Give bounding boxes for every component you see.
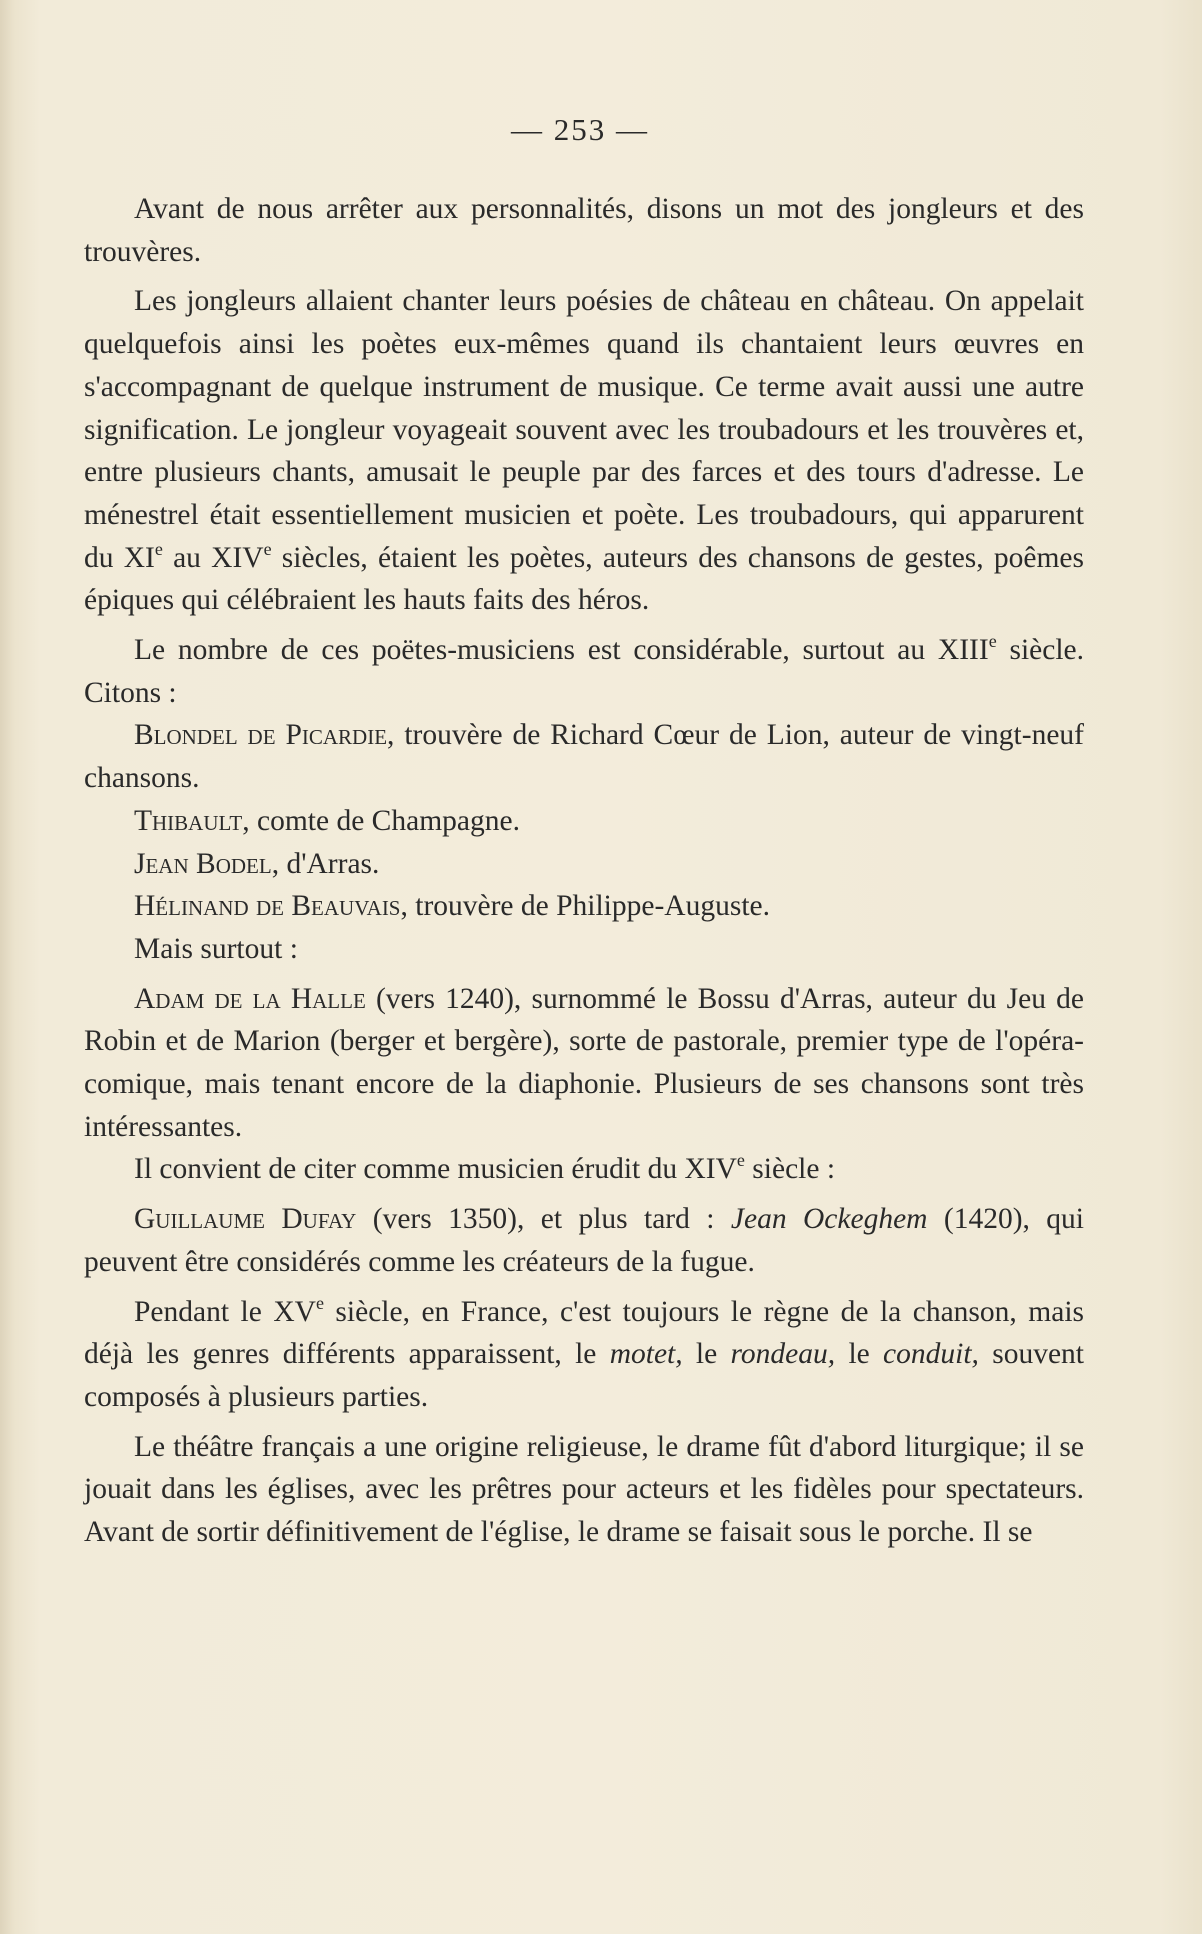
entry-blondel — [84, 714, 1084, 799]
paragraph-text: siècles, étaient les poètes, auteurs des chansons de gestes, poêmes épiques qui célébraient les hauts faits des héros. — [84, 541, 1084, 617]
superscript: e — [263, 538, 272, 559]
superscript: e — [988, 631, 997, 652]
superscript: e — [736, 1150, 745, 1171]
entry-text: , trouvère de Philippe-Auguste. — [400, 890, 770, 923]
person-name: Jean Bodel — [134, 847, 272, 880]
italic-term: rondeau, — [730, 1338, 836, 1371]
person-name: Thibault — [134, 804, 243, 837]
person-name: Guillaume Dufay — [134, 1203, 357, 1236]
entry-thibault — [84, 800, 1084, 843]
entry-text: , comte de Champagne. — [242, 804, 520, 837]
superscript: e — [315, 1292, 324, 1313]
paragraph-jongleurs — [84, 280, 1084, 622]
paragraph-text: siècle : — [744, 1153, 836, 1186]
entry-jean-bodel — [84, 843, 1084, 886]
person-name: Adam de la Halle — [134, 982, 366, 1015]
entry-helinand — [84, 885, 1084, 928]
entry-text: (vers 1350), et plus tard : — [356, 1203, 731, 1236]
person-name: Blondel de Picardie — [134, 719, 388, 752]
entry-dufay — [84, 1198, 1084, 1283]
paragraph-jongleurs-intro — [84, 188, 1084, 273]
paragraph-text: Pendant le XV — [134, 1295, 316, 1328]
paragraph-text: Le théâtre français a une origine religieuse, le drame fût d'abord liturgique; il se jouait dans les églises, avec les prêtres pour acteurs et les fidèles pour spectateurs. Avant de sortir définitivement de l'église, le drame se faisait sous le porche. Il se — [84, 1430, 1084, 1549]
person-name: Hélinand de Beauvais — [134, 890, 401, 923]
paragraph-xv-siecle — [84, 1291, 1084, 1419]
entry-text: , d'Arras. — [271, 847, 380, 880]
paragraph-text: Le nombre de ces poëtes-musiciens est considérable, surtout au XIII — [134, 634, 989, 667]
entry-text: (vers 1240), surnommé le Bossu d'Arras, auteur du Jeu de Robin et de Marion (berger et bergère), sorte de pastorale, premier type de l'opéra-comique, mais tenant encore de la diaphonie. Plusieurs de ses chansons sont très intéressantes. — [84, 982, 1084, 1143]
italic-name: Jean Ockeghem — [730, 1203, 928, 1236]
paragraph-text: Les jongleurs allaient chanter leurs poésies de château en château. On appelait quelquefois ainsi les poètes eux-mêmes quand ils chantaient leurs œuvres en s'accompagnant de quelque instrument de musique. Ce terme avait aussi une autre signification. Le jongleur voyageait souvent avec les troubadours et les trouvères et, entre plusieurs chants, amusait le peuple par des farces et des tours d'adresse. Le ménestrel était essentiellement musicien et poète. Les troubadours, qui apparurent du XI — [84, 285, 1084, 574]
paragraph-text: Mais surtout : — [134, 932, 298, 965]
paragraph-theatre — [84, 1426, 1084, 1554]
italic-term: conduit, — [883, 1338, 979, 1371]
paragraph-text: siècle, en France, c'est toujours le règne de la chanson, mais déjà les genres différents apparaissent, le — [84, 1295, 1084, 1371]
entry-text: , trouvère de Richard Cœur de Lion, auteur de vingt-neuf chansons. — [84, 719, 1084, 795]
superscript: e — [154, 538, 163, 559]
paragraph-musicien-erudit — [84, 1148, 1084, 1191]
page-number: — 253 — — [511, 112, 649, 147]
paragraph-text: le — [835, 1338, 884, 1371]
paragraph-text: siècle. Citons : — [84, 634, 1084, 709]
paragraph-text: le — [682, 1338, 731, 1371]
paragraph-poetes-musiciens — [84, 629, 1084, 714]
paragraph-mais-surtout — [84, 928, 1084, 971]
italic-term: motet, — [609, 1338, 683, 1371]
entry-text: (1420), qui peuvent être considérés comme les créateurs de la fugue. — [84, 1203, 1084, 1278]
entry-adam-de-la-halle — [84, 978, 1084, 1149]
paragraph-text: Il convient de citer comme musicien érudit du XIV — [134, 1153, 737, 1186]
paragraph-text: souvent composés à plusieurs parties. — [84, 1338, 1084, 1413]
paragraph-text: au XIV — [162, 541, 264, 574]
body-text — [84, 188, 1084, 1561]
paragraph-text: Avant de nous arrêter aux personnalités, disons un mot des jongleurs et des trouvères. — [84, 193, 1084, 268]
